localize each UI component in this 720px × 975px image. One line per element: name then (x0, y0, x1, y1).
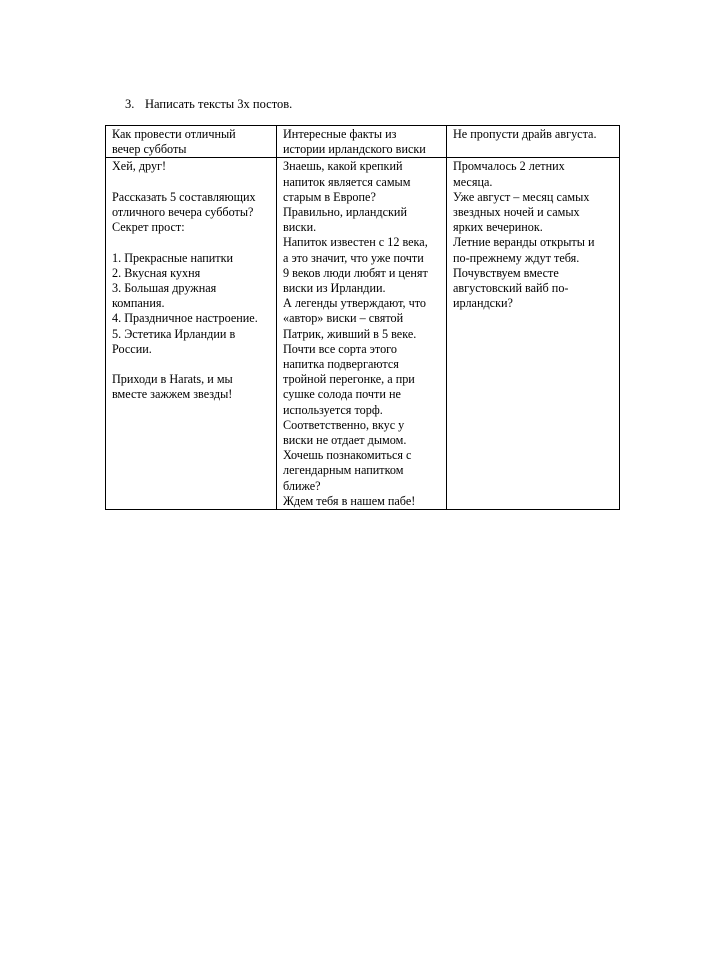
text-line: 2. Вкусная кухня (112, 265, 201, 280)
text-line: Секрет прост: (112, 220, 185, 235)
text-line: Напиток известен с 12 века, (283, 235, 428, 250)
section-number: 3. (125, 97, 135, 111)
table-body-row (106, 158, 620, 510)
text-line: Хочешь познакомиться с (283, 448, 412, 463)
text-line: а это значит, что уже почти (283, 250, 424, 265)
text-line: Почувствуем вместе (453, 265, 559, 280)
text-line: напитка подвергаются (283, 357, 399, 372)
text-line: легендарным напитком (283, 463, 404, 478)
text-line: Не пропусти драйв августа. (453, 127, 597, 141)
post-text-saturday (106, 158, 277, 510)
text-line: Почти все сорта этого (283, 341, 397, 356)
text-line: компания. (112, 296, 165, 311)
text-line: Правильно, ирландский (283, 205, 407, 220)
text-line: виски. (283, 220, 317, 235)
post-text-august (447, 158, 620, 510)
text-line: Патрик, живший в 5 веке. (283, 326, 417, 341)
text-line: отличного вечера субботы? (112, 205, 254, 219)
text-line: «автор» виски – святой (283, 311, 404, 326)
text-line: вместе зажжем звезды! (112, 387, 233, 402)
text-line: августовский вайб по- (453, 281, 569, 296)
text-line: Как провести отличный (112, 127, 236, 141)
text-line: сушке солода почти не (283, 387, 401, 402)
text-line: месяца. (453, 174, 493, 189)
text-line: по-прежнему ждут тебя. (453, 250, 580, 265)
text-line: России. (112, 341, 152, 356)
text-line: Летние веранды открыты и (453, 235, 595, 250)
blank-line (112, 175, 272, 190)
text-line: старым в Европе? (283, 189, 376, 204)
text-line: 3. Большая дружная (112, 281, 217, 295)
text-line: 1. Прекрасные напитки (112, 250, 234, 265)
text-line: Приходи в Harats, и мы (112, 372, 233, 387)
header-cell-august (447, 126, 620, 158)
posts-table (105, 125, 620, 510)
text-line: звездных ночей и самых (453, 205, 580, 220)
text-line: Знаешь, какой крепкий (283, 159, 403, 174)
table-header-row (106, 126, 620, 158)
text-line: А легенды утверждают, что (283, 296, 427, 311)
text-line: 5. Эстетика Ирландии в (112, 326, 236, 341)
text-line: ближе? (283, 478, 321, 493)
text-line: Хей, друг! (112, 159, 167, 174)
blank-line (112, 235, 272, 250)
text-line: Уже август – месяц самых (453, 189, 590, 204)
text-line: Промчалось 2 летних (453, 159, 565, 174)
header-cell-whisky-facts (277, 126, 447, 158)
header-cell-saturday (106, 126, 277, 158)
text-line: виски не отдает дымом. (283, 433, 407, 448)
post-text-whisky-facts (277, 158, 447, 510)
text-line: вечер субботы (112, 142, 187, 157)
blank-line (112, 357, 272, 372)
text-line: Соответственно, вкус у (283, 417, 405, 432)
text-line: ирландски? (453, 296, 513, 311)
text-line: виски из Ирландии. (283, 281, 386, 296)
text-line: Интересные факты из (283, 127, 397, 141)
section-title: Написать тексты 3х постов. (145, 97, 293, 111)
text-line: Рассказать 5 составляющих (112, 189, 256, 204)
section-heading (125, 96, 292, 112)
text-line: Ждем тебя в нашем пабе! (283, 493, 416, 508)
text-line: ярких вечеринок. (453, 220, 543, 235)
text-line: 4. Праздничное настроение. (112, 311, 258, 326)
text-line: истории ирландского виски (283, 142, 426, 157)
text-line: 9 веков люди любят и ценят (283, 265, 428, 280)
text-line: напиток является самым (283, 174, 411, 189)
text-line: тройной перегонке, а при (283, 372, 415, 387)
text-line: используется торф. (283, 402, 383, 417)
